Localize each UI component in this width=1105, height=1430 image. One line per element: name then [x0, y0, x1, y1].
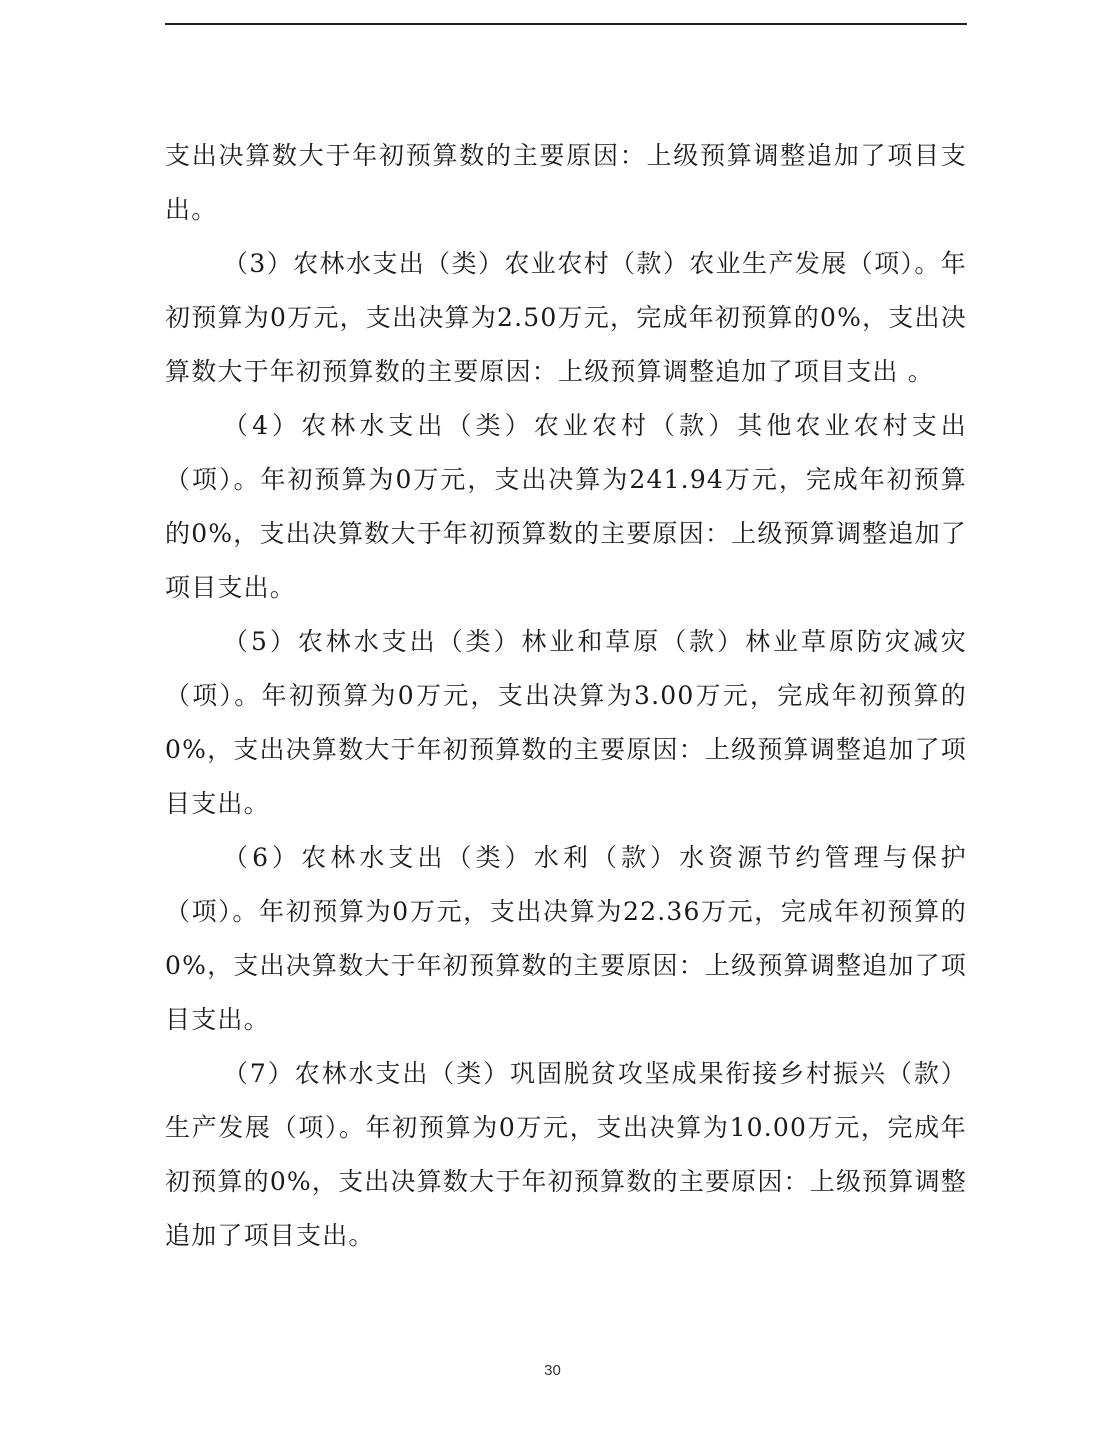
page-number: 30 [544, 1362, 561, 1379]
paragraph-item-5: （5）农林水支出（类）林业和草原（款）林业草原防灾减灾（项）。年初预算为0万元，支出决算为3.00万元，完成年初预算的0%，支出决算数大于年初预算数的主要原因：上级预算调整追加了项目支出。 [165, 627, 967, 818]
paragraph-item-7: （7）农林水支出（类）巩固脱贫攻坚成果衔接乡村振兴（款）生产发展（项）。年初预算为0万元，支出决算为10.00万元，完成年初预算的0%，支出决算数大于年初预算数的主要原因：上级预算调整追加了项目支出。 [165, 1059, 967, 1250]
header-rule [165, 23, 967, 25]
paragraph-continuation: 支出决算数大于年初预算数的主要原因：上级预算调整追加了项目支出。 [165, 141, 967, 224]
paragraph-item-3: （3）农林水支出（类）农业农村（款）农业生产发展（项）。年初预算为0万元，支出决算为2.50万元，完成年初预算的0%，支出决算数大于年初预算数的主要原因：上级预算调整追加了项目支出 。 [165, 249, 967, 386]
document-body [165, 129, 967, 1263]
paragraph-item-4: （4）农林水支出（类）农业农村（款）其他农业农村支出（项）。年初预算为0万元，支出决算为241.94万元，完成年初预算的0%，支出决算数大于年初预算数的主要原因：上级预算调整追加了项目支出。 [165, 411, 967, 602]
paragraph-item-6: （6）农林水支出（类）水利（款）水资源节约管理与保护（项）。年初预算为0万元，支出决算为22.36万元，完成年初预算的0%，支出决算数大于年初预算数的主要原因：上级预算调整追加了项目支出。 [165, 843, 967, 1034]
